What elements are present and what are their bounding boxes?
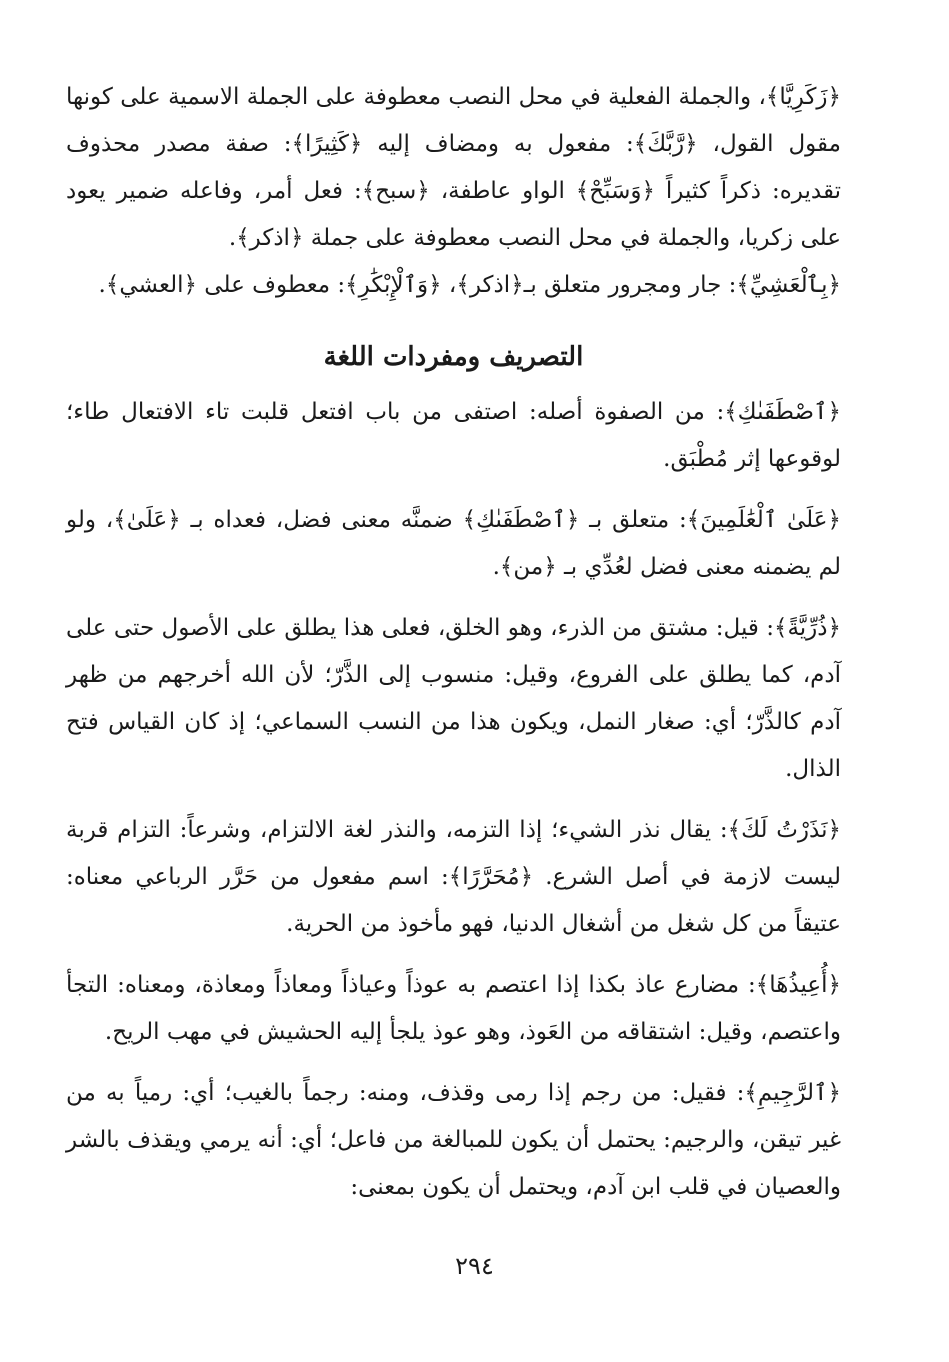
paragraph-syntax-1: ﴿زَكَرِيَّا﴾، والجملة الفعلية في محل النصب معطوفة على الجملة الاسمية على كونها مقول القول، ﴿رَّبَّكَ﴾: مفعول به ومضاف إليه ﴿كَثِيرًا﴾: صفة مصدر محذوف تقديره: ذكراً كثيراً ﴿وَسَبِّحْ﴾ الواو عاطفة، ﴿سبح﴾: فعل أمر، وفاعله ضمير يعود على زكريا، والجملة في محل النصب معطوفة على جملة ﴿اذكر﴾. xyxy=(66,84,841,251)
paragraph-ala-alalamin: ﴿عَلَىٰ ٱلْعَٰلَمِينَ﴾: متعلق بـ ﴿ٱصْطَفَىٰكِ﴾ ضمنَّه معنى فضل، فعداه بـ ﴿عَلَىٰ﴾، ولو لم يضمنه معنى فضل لعُدِّي بـ ﴿من﴾. xyxy=(66,507,841,580)
paragraph-uidhuha: ﴿أُعِيذُهَا﴾: مضارع عاذ بكذا إذا اعتصم به عوذاً وعياذاً ومعاذاً ومعاذة، ومعناه: التجأ واعتصم، وقيل: اشتقاقه من العَوذ، وهو عوذ يلجأ إليه الحشيش في مهب الريح. xyxy=(66,972,841,1045)
paragraph-nadhartu: ﴿نَذَرْتُ لَكَ﴾: يقال نذر الشيء؛ إذا التزمه، والنذر لغة الالتزام، وشرعاً: التزام قربة ليست لازمة في أصل الشرع. ﴿مُحَرَّرًا﴾: اسم مفعول من حَرَّر الرباعي معناه: عتيقاً من كل شغل من أشغال الدنيا، فهو مأخوذ من الحرية. xyxy=(66,817,841,937)
paragraph-dhurriyya: ﴿ذُرِّيَّةً﴾: قيل: مشتق من الذرء، وهو الخلق، فعلى هذا يطلق على الأصول حتى على آدم، كما يطلق على الفروع، وقيل: منسوب إلى الذَّرّ؛ لأن الله أخرجهم من ظهر آدم كالذَّرّ؛ أي: صغار النمل، ويكون هذا من النسب السماعي؛ إذ كان القياس فتح الذال. xyxy=(66,615,841,782)
paragraph-alrajim: ﴿ٱلرَّجِيمِ﴾: فقيل: من رجم إذا رمى وقذف، ومنه: رجماً بالغيب؛ أي: رمياً به من غير تيقن، والرجيم: يحتمل أن يكون للمبالغة من فاعل؛ أي: أنه يرمي ويقذف بالشر والعصيان في قلب ابن آدم، ويحتمل أن يكون بمعنى: xyxy=(66,1080,841,1200)
paragraph-syntax-2: ﴿بِٱلْعَشِيِّ﴾: جار ومجرور متعلق بـ﴿اذكر﴾، ﴿وَٱلْإِبْكَٰرِ﴾: معطوف على ﴿العشي﴾. xyxy=(98,272,841,298)
page-body xyxy=(66,74,841,1324)
page-number: ٢٩٤ xyxy=(455,1252,494,1280)
paragraph-istafaki: ﴿ٱصْطَفَىٰكِ﴾: من الصفوة أصله: اصتفى من باب افتعل قلبت تاء الافتعال طاء؛ لوقوعها إثر مُطْبَق. xyxy=(66,399,841,472)
section-title: التصريف ومفردات اللغة xyxy=(323,342,584,372)
